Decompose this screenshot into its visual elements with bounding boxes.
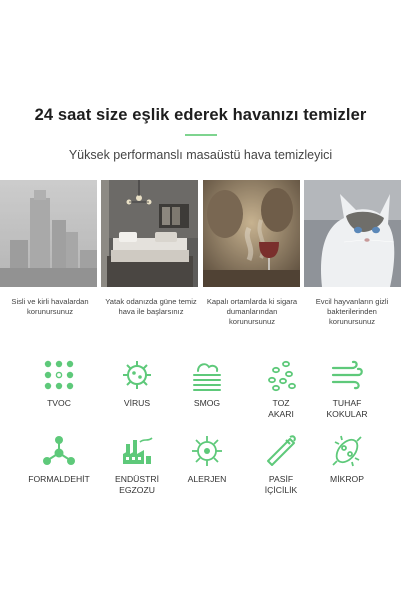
scene-caption: Sisli ve kirli havalardan korunursunuz: [11, 297, 89, 316]
microbe-icon: [330, 434, 364, 468]
scene-image-smoky-room: [203, 180, 300, 287]
scene-image-bedroom: [101, 180, 198, 287]
feature-label-formaldehyde: FORMALDEHİT: [28, 474, 90, 484]
scene-photos: [0, 180, 401, 287]
wind-odor-icon: [330, 358, 364, 392]
feature-label-allergen: ALERJEN: [187, 474, 227, 484]
smog-icon: [190, 358, 224, 392]
feature-label-odor: TUHAF KOKULAR: [326, 398, 368, 419]
feature-label-smog: SMOG: [193, 398, 221, 408]
page-title: 24 saat size eşlik ederek havanızı temizler: [34, 106, 367, 124]
factory-icon: [120, 434, 154, 468]
dust-icon: [264, 358, 298, 392]
scene-caption: Yatak odanızda güne temiz hava ile başlarsınız: [105, 297, 197, 316]
feature-label-exhaust: ENDÜSTRİ EGZOZU: [115, 474, 159, 495]
virus-icon: [120, 358, 154, 392]
feature-label-passive-smoking: PASİF İÇİCİLİK: [264, 474, 298, 495]
cigarette-icon: [264, 434, 298, 468]
feature-label-virus: VİRUS: [123, 398, 151, 408]
molecule-icon: [42, 434, 76, 468]
scene-image-cat: [304, 180, 401, 287]
scene-caption: Kapalı ortamlarda ki sigara dumanlarından korunursunuz: [206, 297, 298, 326]
feature-label-tvoc: TVOC: [47, 398, 71, 408]
feature-label-microbe: MİKROP: [330, 474, 364, 484]
title-divider: [185, 134, 217, 136]
scene-image-smog-city: [0, 180, 97, 287]
feature-label-dust: TOZ AKARI: [268, 398, 294, 419]
allergen-icon: [190, 434, 224, 468]
tvoc-icon: [42, 358, 76, 392]
scene-caption: Evcil hayvanların gizli bakterilerinden korunursunuz: [315, 297, 389, 326]
page-subtitle: Yüksek performanslı masaüstü hava temizleyici: [68, 148, 333, 162]
